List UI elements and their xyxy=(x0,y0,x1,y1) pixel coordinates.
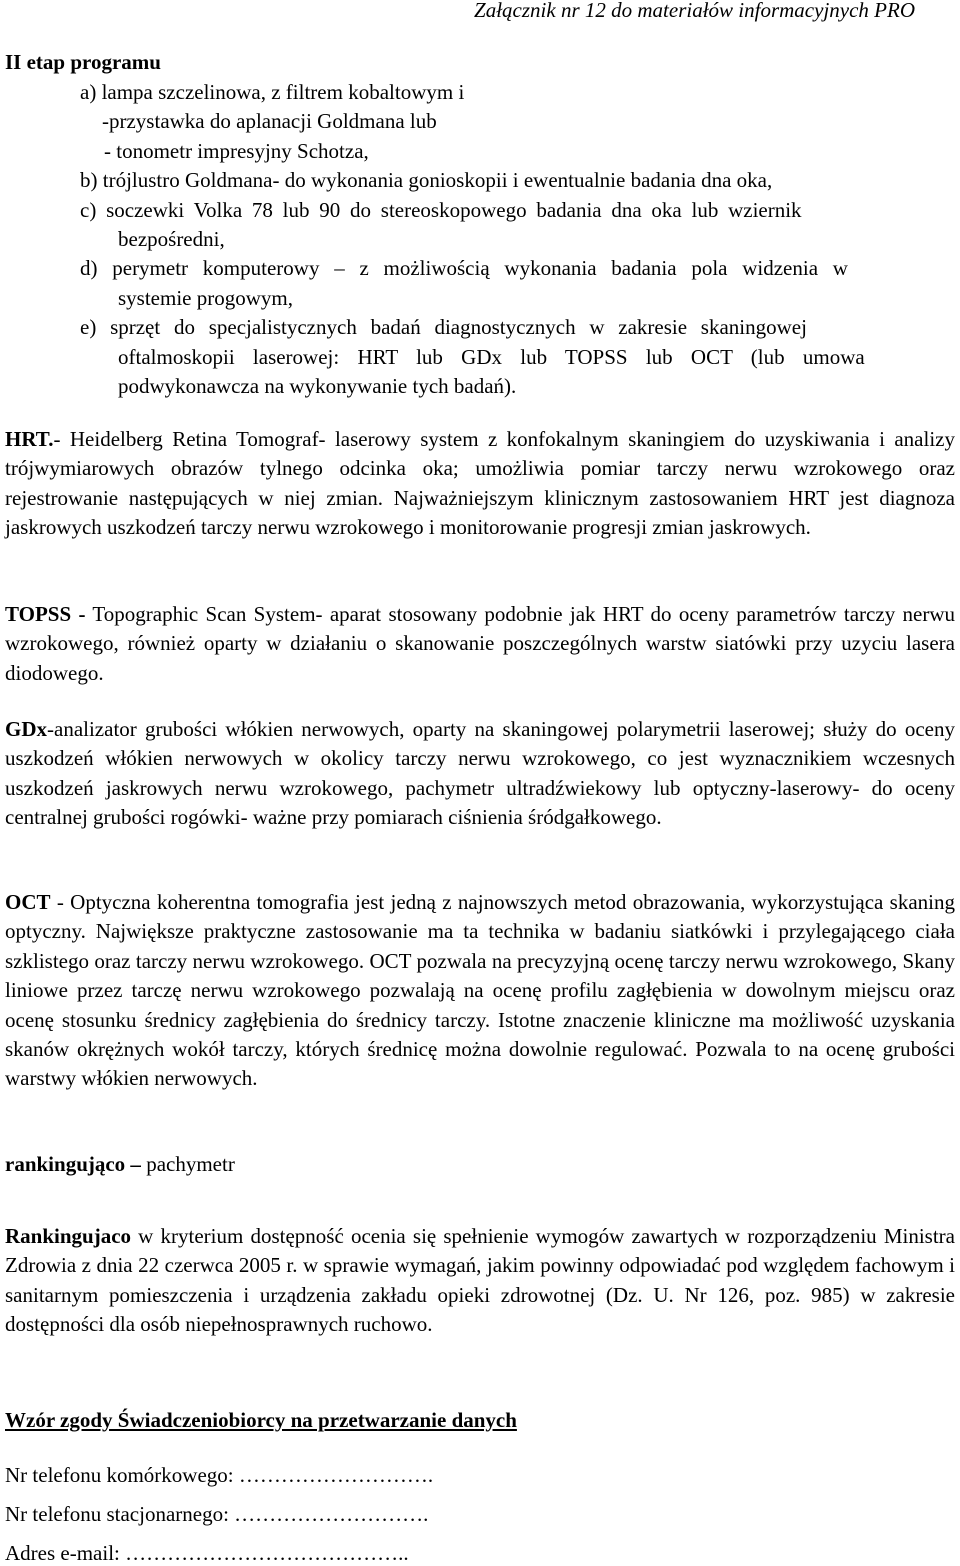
list-item: -przystawka do aplanacji Goldmana lub xyxy=(102,109,437,134)
mobile-phone-field[interactable]: Nr telefonu komórkowego: ………………………. xyxy=(5,1463,434,1487)
landline-phone-field[interactable]: Nr telefonu stacjonarnego: ………………………. xyxy=(5,1502,429,1526)
oct-paragraph xyxy=(5,888,955,1094)
list-item: podwykonawcza na wykonywanie tych badań). xyxy=(118,374,517,399)
list-item: d) perymetr komputerowy – z możliwością wykonania badania pola widzenia w xyxy=(80,256,848,281)
hrt-paragraph xyxy=(5,425,955,543)
list-item: systemie progowym, xyxy=(118,285,293,310)
list-item: - tonometr impresyjny Schotza, xyxy=(104,138,369,163)
ranking-note xyxy=(5,1150,955,1179)
list-item: c) soczewki Volka 78 lub 90 do stereoskopowego badania dna oka lub wziernik xyxy=(80,197,802,222)
list-item: e) sprzęt do specjalistycznych badań diagnostycznych w zakresie skaningowej xyxy=(80,315,807,340)
list-item: oftalmoskopii laserowej: HRT lub GDx lub TOPSS lub OCT (lub umowa xyxy=(118,344,865,369)
gdx-term: GDx xyxy=(5,717,47,741)
gdx-paragraph xyxy=(5,715,955,833)
list-item: b) trójlustro Goldmana- do wykonania gonioskopii i ewentualnie badania dna oka, xyxy=(80,168,773,193)
topss-text: Topographic Scan System- aparat stosowany podobnie jak HRT do oceny parametrów tarczy nerwu wzrokowego, również oparty w działaniu o skanowanie poszczególnych warstw siatówki przy uzyciu lasera diodowego. xyxy=(5,602,955,685)
annex-note: Załącznik nr 12 do materiałów informacyjnych PRO xyxy=(474,0,915,22)
ranking-paragraph xyxy=(5,1222,955,1340)
hrt-term: HRT. xyxy=(5,427,54,451)
oct-text: - Optyczna koherentna tomografia jest jedną z najnowszych metod obrazowania, wykorzystująca skaning optyczny. Największe praktyczne zastosowanie ma ta technika w badaniu siatkówki i przylegającego ciała szklistego oraz tarczy nerwu wzrokowego. OCT pozwala na precyzyjną ocenę tarczy nerwu wzrokowego, Skany liniowe przez tarczę nerwu wzrokowego pozwalają na ocenę profilu zagłębienia w dowolnym miejscu oraz ocenę stosunku średnicy zagłębienia do średnicy tarczy. Istotne znaczenie kliniczne ma możliwość uzyskania skanów okrężnych wokół tarczy, których średnicę można dowolnie regulować. Pozwala to na ocenę grubości warstwy włókien nerwowych. xyxy=(5,890,955,1091)
hrt-text: - Heidelberg Retina Tomograf- laserowy system z konfokalnym skaningiem do uzyskiwania i analizy trójwymiarowych obrazów tylnego odcinka oka; umożliwia pomiar tarczy nerwu wzrokowego oraz rejestrowanie następujących w niej zmian. Najważniejszym klinicznym zastosowaniem HRT jest diagnoza jaskrowych uszkodzeń tarczy nerwu wzrokowego i monitorowanie progresji zmian jaskrowych. xyxy=(5,427,955,540)
topss-paragraph xyxy=(5,600,955,688)
topss-term: TOPSS - xyxy=(5,602,86,626)
email-field[interactable]: Adres e-mail: ………………………………….. xyxy=(5,1541,409,1565)
list-item: bezpośredni, xyxy=(118,227,225,252)
gdx-text: -analizator grubości włókien nerwowych, oparty na skaningowej polarymetrii laserowej; służy do oceny uszkodzeń włókien nerwowych w okolicy tarczy nerwu wzrokowego, co jest wyznacznikiem wczesnych uszkodzeń jaskrowych nerwu wzrokowego, pachymetr ultradźwiekowy lub optyczny-laserowy- do oceny centralnej grubości rogówki- ważne przy pomiarach ciśnienia śródgałkowego. xyxy=(5,717,955,830)
equipment-list xyxy=(80,78,956,401)
stage-heading: II etap programu xyxy=(5,50,161,74)
consent-title: Wzór zgody Świadczeniobiorcy na przetwarzanie danych xyxy=(5,1408,517,1432)
ranking2-term: Rankingujaco xyxy=(5,1224,132,1248)
ranking2-text: w kryterium dostępność ocenia się spełnienie wymogów zawartych w rozporządzeniu Ministra Zdrowia z dnia 22 czerwca 2005 r. w sprawie wymagań, jakim powinny odpowiadać pod względem fachowym i sanitarnym pomieszczenia i urządzenia zakładu opieki zdrowotnej (Dz. U. Nr 126, poz. 985) w zakresie dostępności dla osób niepełnosprawnych ruchowo. xyxy=(5,1224,955,1337)
ranking-text: pachymetr xyxy=(140,1152,235,1176)
list-item: a) lampa szczelinowa, z filtrem kobaltowym i xyxy=(80,80,465,104)
ranking-term: rankingująco – xyxy=(5,1152,141,1176)
oct-term: OCT xyxy=(5,890,51,914)
